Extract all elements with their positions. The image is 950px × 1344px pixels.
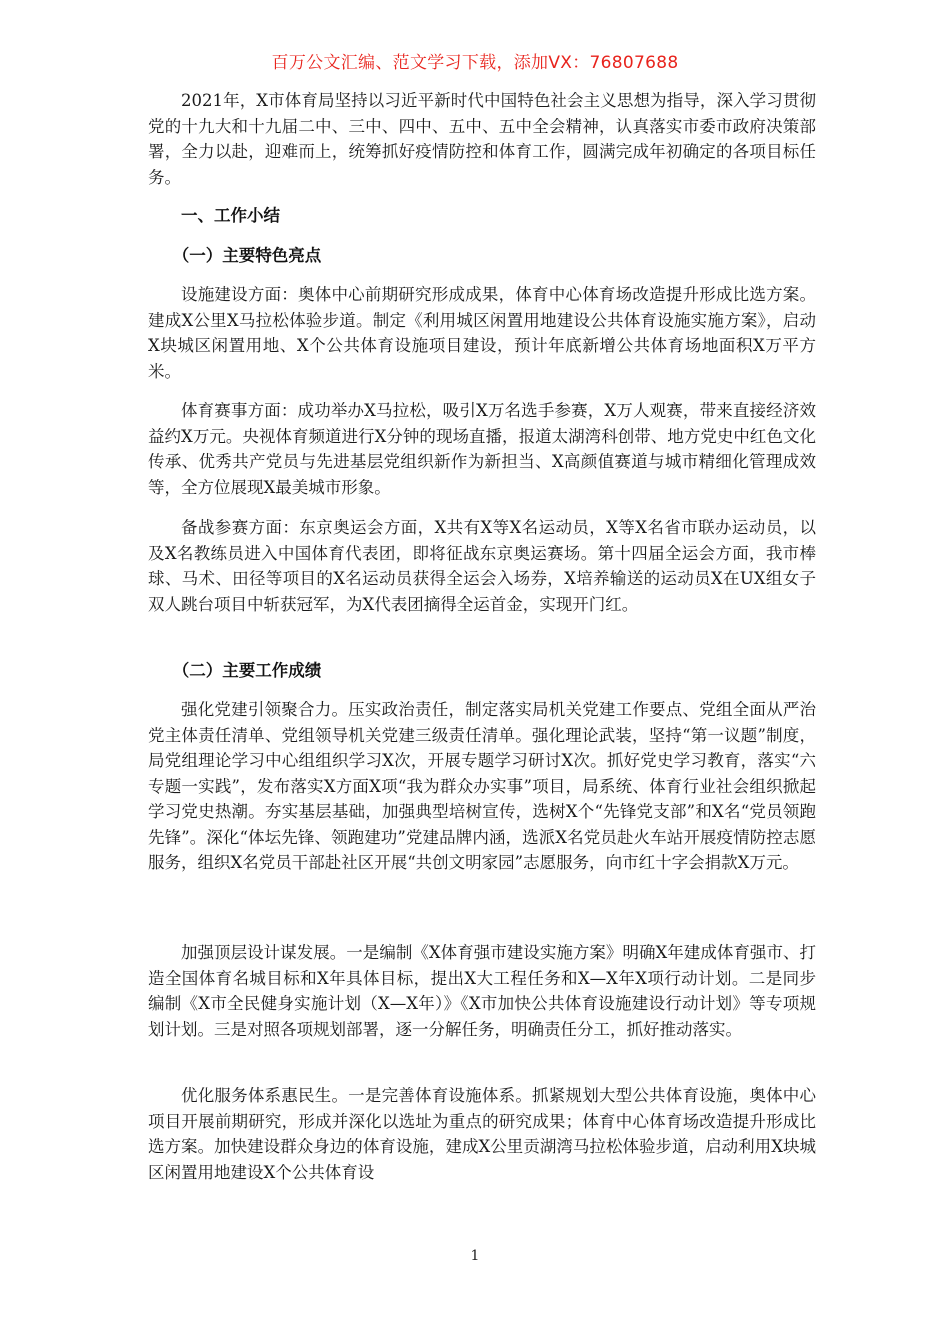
subsection-heading-achievements: （二）主要工作成绩	[172, 661, 322, 680]
paragraph-facilities: 设施建设方面：奥体中心前期研究形成成果，体育中心体育场改造提升形成比选方案。建成X公里X马拉松体验步道。制定《利用城区闲置用地建设公共体育设施实施方案》，启动X块城区闲置用地、X个公共体育设施项目建设，预计年底新增公共体育场地面积X万平方米。	[148, 285, 816, 381]
paragraph-service-system: 优化服务体系惠民生。一是完善体育设施体系。抓紧规划大型公共体育设施，奥体中心项目开展前期研究，形成并深化以选址为重点的研究成果；体育中心体育场改造提升形成比选方案。加快建设群众身边的体育设施，建成X公里贡湖湾马拉松体验步道，启动利用X块城区闲置用地建设X个公共体育设	[148, 1086, 816, 1182]
section-heading: 一、工作小结	[181, 206, 280, 225]
paragraph-competition: 备战参赛方面：东京奥运会方面，X共有X等X名运动员，X等X名省市联办运动员，以及X名教练员进入中国体育代表团，即将征战东京奥运赛场。第十四届全运会方面，我市棒球、马术、田径等项目的X名运动员获得全运会入场券，X培养输送的运动员X在UX组女子双人跳台项目中斩获冠军，为X代表团摘得全运首金，实现开门红。	[148, 518, 816, 614]
paragraph-top-level-design: 加强顶层设计谋发展。一是编制《X体育强市建设实施方案》明确X年建成体育强市、打造全国体育名城目标和X年具体目标，提出X大工程任务和X—X年X项行动计划。二是同步编制《X市全民健身实施计划（X—X年）》《X市加快公共体育设施建设行动计划》等专项规划计划。三是对照各项规划部署，逐一分解任务，明确责任分工，抓好推动落实。	[148, 943, 816, 1039]
paragraph-party-building: 强化党建引领聚合力。压实政治责任，制定落实局机关党建工作要点、党组全面从严治党主体责任清单、党组领导机关党建三级责任清单。强化理论武装，坚持“第一议题”制度，局党组理论学习中心组组织学习X次，开展专题学习研讨X次。抓好党史学习教育，落实“六专题一实践”，发布落实X方面X项“我为群众办实事”项目，局系统、体育行业社会组织掀起学习党史热潮。夯实基层基础，加强典型培树宣传，选树X个“先锋党支部”和X名“党员领跑先锋”。深化“体坛先锋、领跑建功”党建品牌内涵，选派X名党员赴火车站开展疫情防控志愿服务，组织X名党员干部赴社区开展“共创文明家园”志愿服务，向市红十字会捐款X万元。	[148, 700, 816, 872]
paragraph-events: 体育赛事方面：成功举办X马拉松，吸引X万名选手参赛，X万人观赛，带来直接经济效益约X万元。央视体育频道进行X分钟的现场直播，报道太湖湾科创带、地方党史中红色文化传承、优秀共产党员与先进基层党组织新作为新担当、X高颜值赛道与城市精细化管理成效等，全方位展现X最美城市形象。	[148, 401, 816, 497]
subsection-heading-highlights: （一）主要特色亮点	[172, 246, 322, 265]
page-number: 1	[470, 1248, 480, 1264]
intro-paragraph: 2021年，X市体育局坚持以习近平新时代中国特色社会主义思想为指导，深入学习贯彻党的十九大和十九届二中、三中、四中、五中、五中全会精神，认真落实市委市政府决策部署，全力以赴，迎难而上，统筹抓好疫情防控和体育工作，圆满完成年初确定的各项目标任务。	[148, 91, 816, 187]
promo-banner: 百万公文汇编、范文学习下载，添加VX：76807688	[271, 53, 679, 73]
